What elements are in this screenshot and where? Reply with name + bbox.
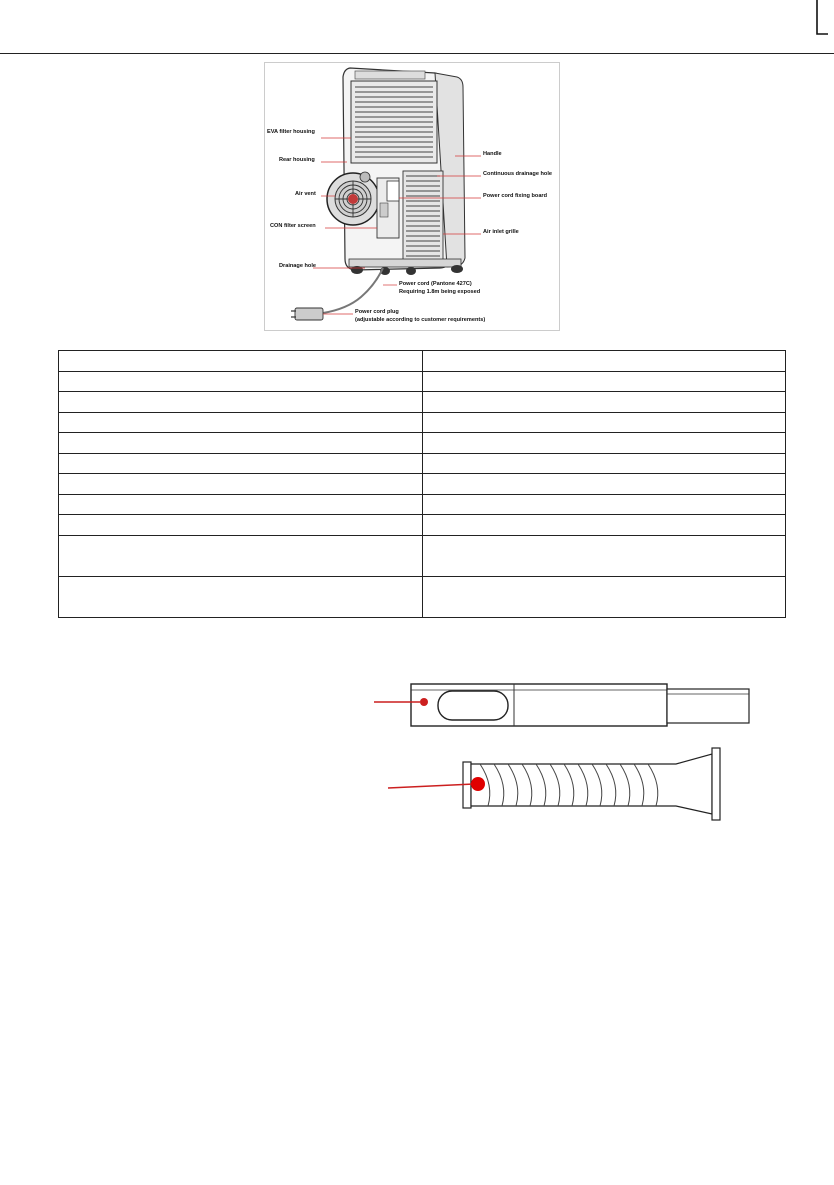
label-eva-filter-housing: EVA filter housing — [267, 129, 315, 135]
table-cell — [59, 412, 423, 433]
table-row — [59, 351, 786, 372]
table-row — [59, 474, 786, 495]
table-cell — [423, 535, 786, 576]
label-continuous-drainage-hole: Continuous drainage hole — [483, 171, 552, 177]
table-cell — [423, 351, 786, 372]
table-row — [59, 453, 786, 474]
corner-bracket-icon — [816, 0, 828, 36]
label-con-filter-screen: CON filter screen — [270, 223, 316, 229]
table-cell — [59, 371, 423, 392]
table-row — [59, 576, 786, 617]
table-row — [59, 412, 786, 433]
table-cell — [423, 494, 786, 515]
label-power-cord-plug: Power cord plug — [355, 309, 399, 315]
table-cell — [59, 515, 423, 536]
table-cell — [423, 371, 786, 392]
marker-exhaust-hose — [471, 777, 485, 791]
label-air-vent: Air vent — [295, 191, 316, 197]
header-rule — [0, 53, 834, 54]
exhaust-hose — [463, 748, 720, 820]
table-cell — [59, 392, 423, 413]
table-cell — [423, 474, 786, 495]
label-power-cord: Power cord (Pantone 427C) — [399, 281, 472, 287]
window-slider-kit — [411, 684, 749, 726]
power-cord — [323, 268, 383, 313]
spec-table — [58, 350, 786, 618]
table-cell — [423, 412, 786, 433]
label-power-cord-plug-note: (adjustable according to customer requirements) — [355, 317, 486, 323]
table-cell — [423, 576, 786, 617]
table-cell — [423, 453, 786, 474]
table-row — [59, 371, 786, 392]
table-row — [59, 494, 786, 515]
table-cell — [59, 474, 423, 495]
product-diagram — [264, 62, 560, 331]
table-cell — [59, 453, 423, 474]
label-power-cord-requirement: Requiring 1.8m being exposed — [399, 289, 481, 295]
table-cell — [423, 433, 786, 454]
table-cell — [59, 494, 423, 515]
table-row — [59, 392, 786, 413]
table-cell — [59, 433, 423, 454]
table-cell — [423, 392, 786, 413]
table-row — [59, 433, 786, 454]
leader-line-exhaust-hose — [388, 784, 474, 788]
label-rear-housing: Rear housing — [279, 157, 315, 163]
label-power-cord-fixing-board: Power cord fixing board — [483, 193, 548, 199]
table-cell — [59, 535, 423, 576]
power-cord-fixing-board — [387, 181, 399, 201]
table-cell — [59, 576, 423, 617]
table-row — [59, 515, 786, 536]
table-cell — [423, 515, 786, 536]
power-cord-plug — [295, 308, 323, 320]
label-drainage-hole: Drainage hole — [279, 263, 316, 269]
table-cell — [59, 351, 423, 372]
label-handle: Handle — [483, 151, 502, 157]
table-row — [59, 535, 786, 576]
label-air-inlet-grille: Air inlet grille — [483, 229, 519, 235]
marker-slider-kit — [420, 698, 428, 706]
